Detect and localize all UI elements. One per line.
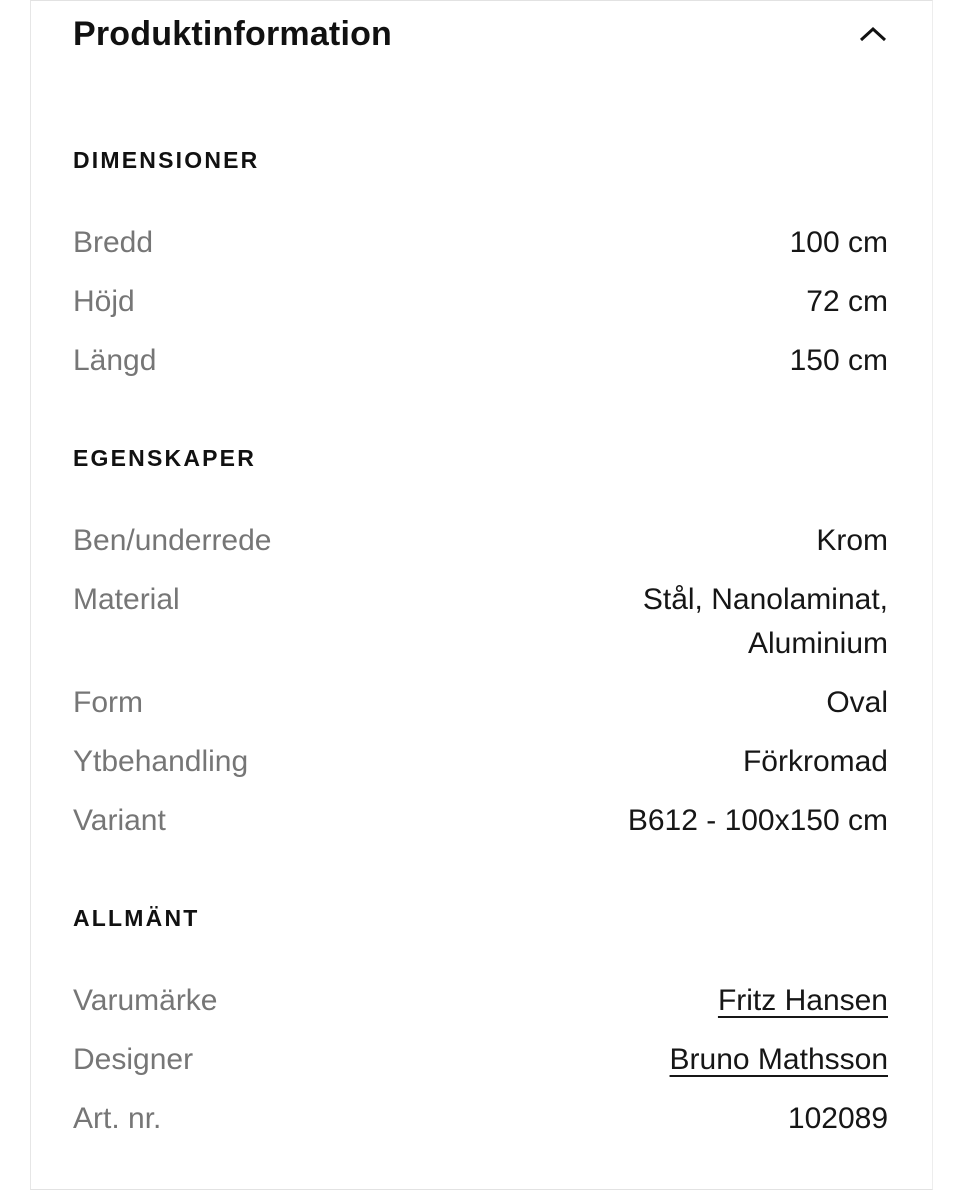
spec-value: Förkromad	[742, 745, 888, 778]
spec-label: Längd	[73, 344, 157, 377]
spec-row	[73, 1038, 888, 1082]
section-egenskaper	[73, 445, 888, 843]
spec-value: 100 cm	[789, 226, 888, 259]
section-dimensioner	[73, 147, 888, 383]
spec-row	[73, 681, 888, 725]
spec-value: B612 - 100x150 cm	[627, 804, 888, 837]
spec-label: Designer	[73, 1043, 194, 1076]
spec-row	[73, 519, 888, 563]
spec-row	[73, 221, 888, 265]
section-heading: DIMENSIONER	[73, 147, 260, 173]
spec-label: Ben/underrede	[73, 524, 272, 557]
spec-value: Krom	[816, 524, 888, 557]
spec-label: Höjd	[73, 285, 135, 318]
spec-label: Varumärke	[73, 984, 218, 1017]
brand-link[interactable]: Fritz Hansen	[717, 984, 888, 1017]
section-heading: ALLMÄNT	[73, 905, 200, 931]
spec-value: Stål, Nanolaminat, Aluminium	[642, 583, 888, 660]
spec-row	[73, 1097, 888, 1141]
spec-label: Variant	[73, 804, 166, 837]
spec-row	[73, 280, 888, 324]
spec-value: 150 cm	[789, 344, 888, 377]
spec-label: Art. nr.	[73, 1102, 162, 1135]
spec-label: Ytbehandling	[73, 745, 249, 778]
spec-row	[73, 740, 888, 784]
spec-row	[73, 979, 888, 1023]
section-allmant	[73, 905, 888, 1141]
section-heading: EGENSKAPER	[73, 445, 257, 471]
panel-title: Produktinformation	[73, 14, 393, 53]
spec-row	[73, 578, 888, 666]
spec-row	[73, 339, 888, 383]
spec-row	[73, 799, 888, 843]
spec-value: Oval	[826, 686, 888, 719]
spec-label: Form	[73, 686, 143, 719]
spec-label: Material	[73, 583, 180, 616]
designer-link[interactable]: Bruno Mathsson	[669, 1043, 888, 1076]
product-information-panel	[30, 0, 933, 1190]
accordion-header-produktinformation[interactable]	[73, 11, 888, 57]
spec-value: 72 cm	[806, 285, 888, 318]
spec-label: Bredd	[73, 226, 154, 259]
spec-value: 102089	[787, 1102, 888, 1135]
chevron-up-icon	[858, 26, 888, 43]
